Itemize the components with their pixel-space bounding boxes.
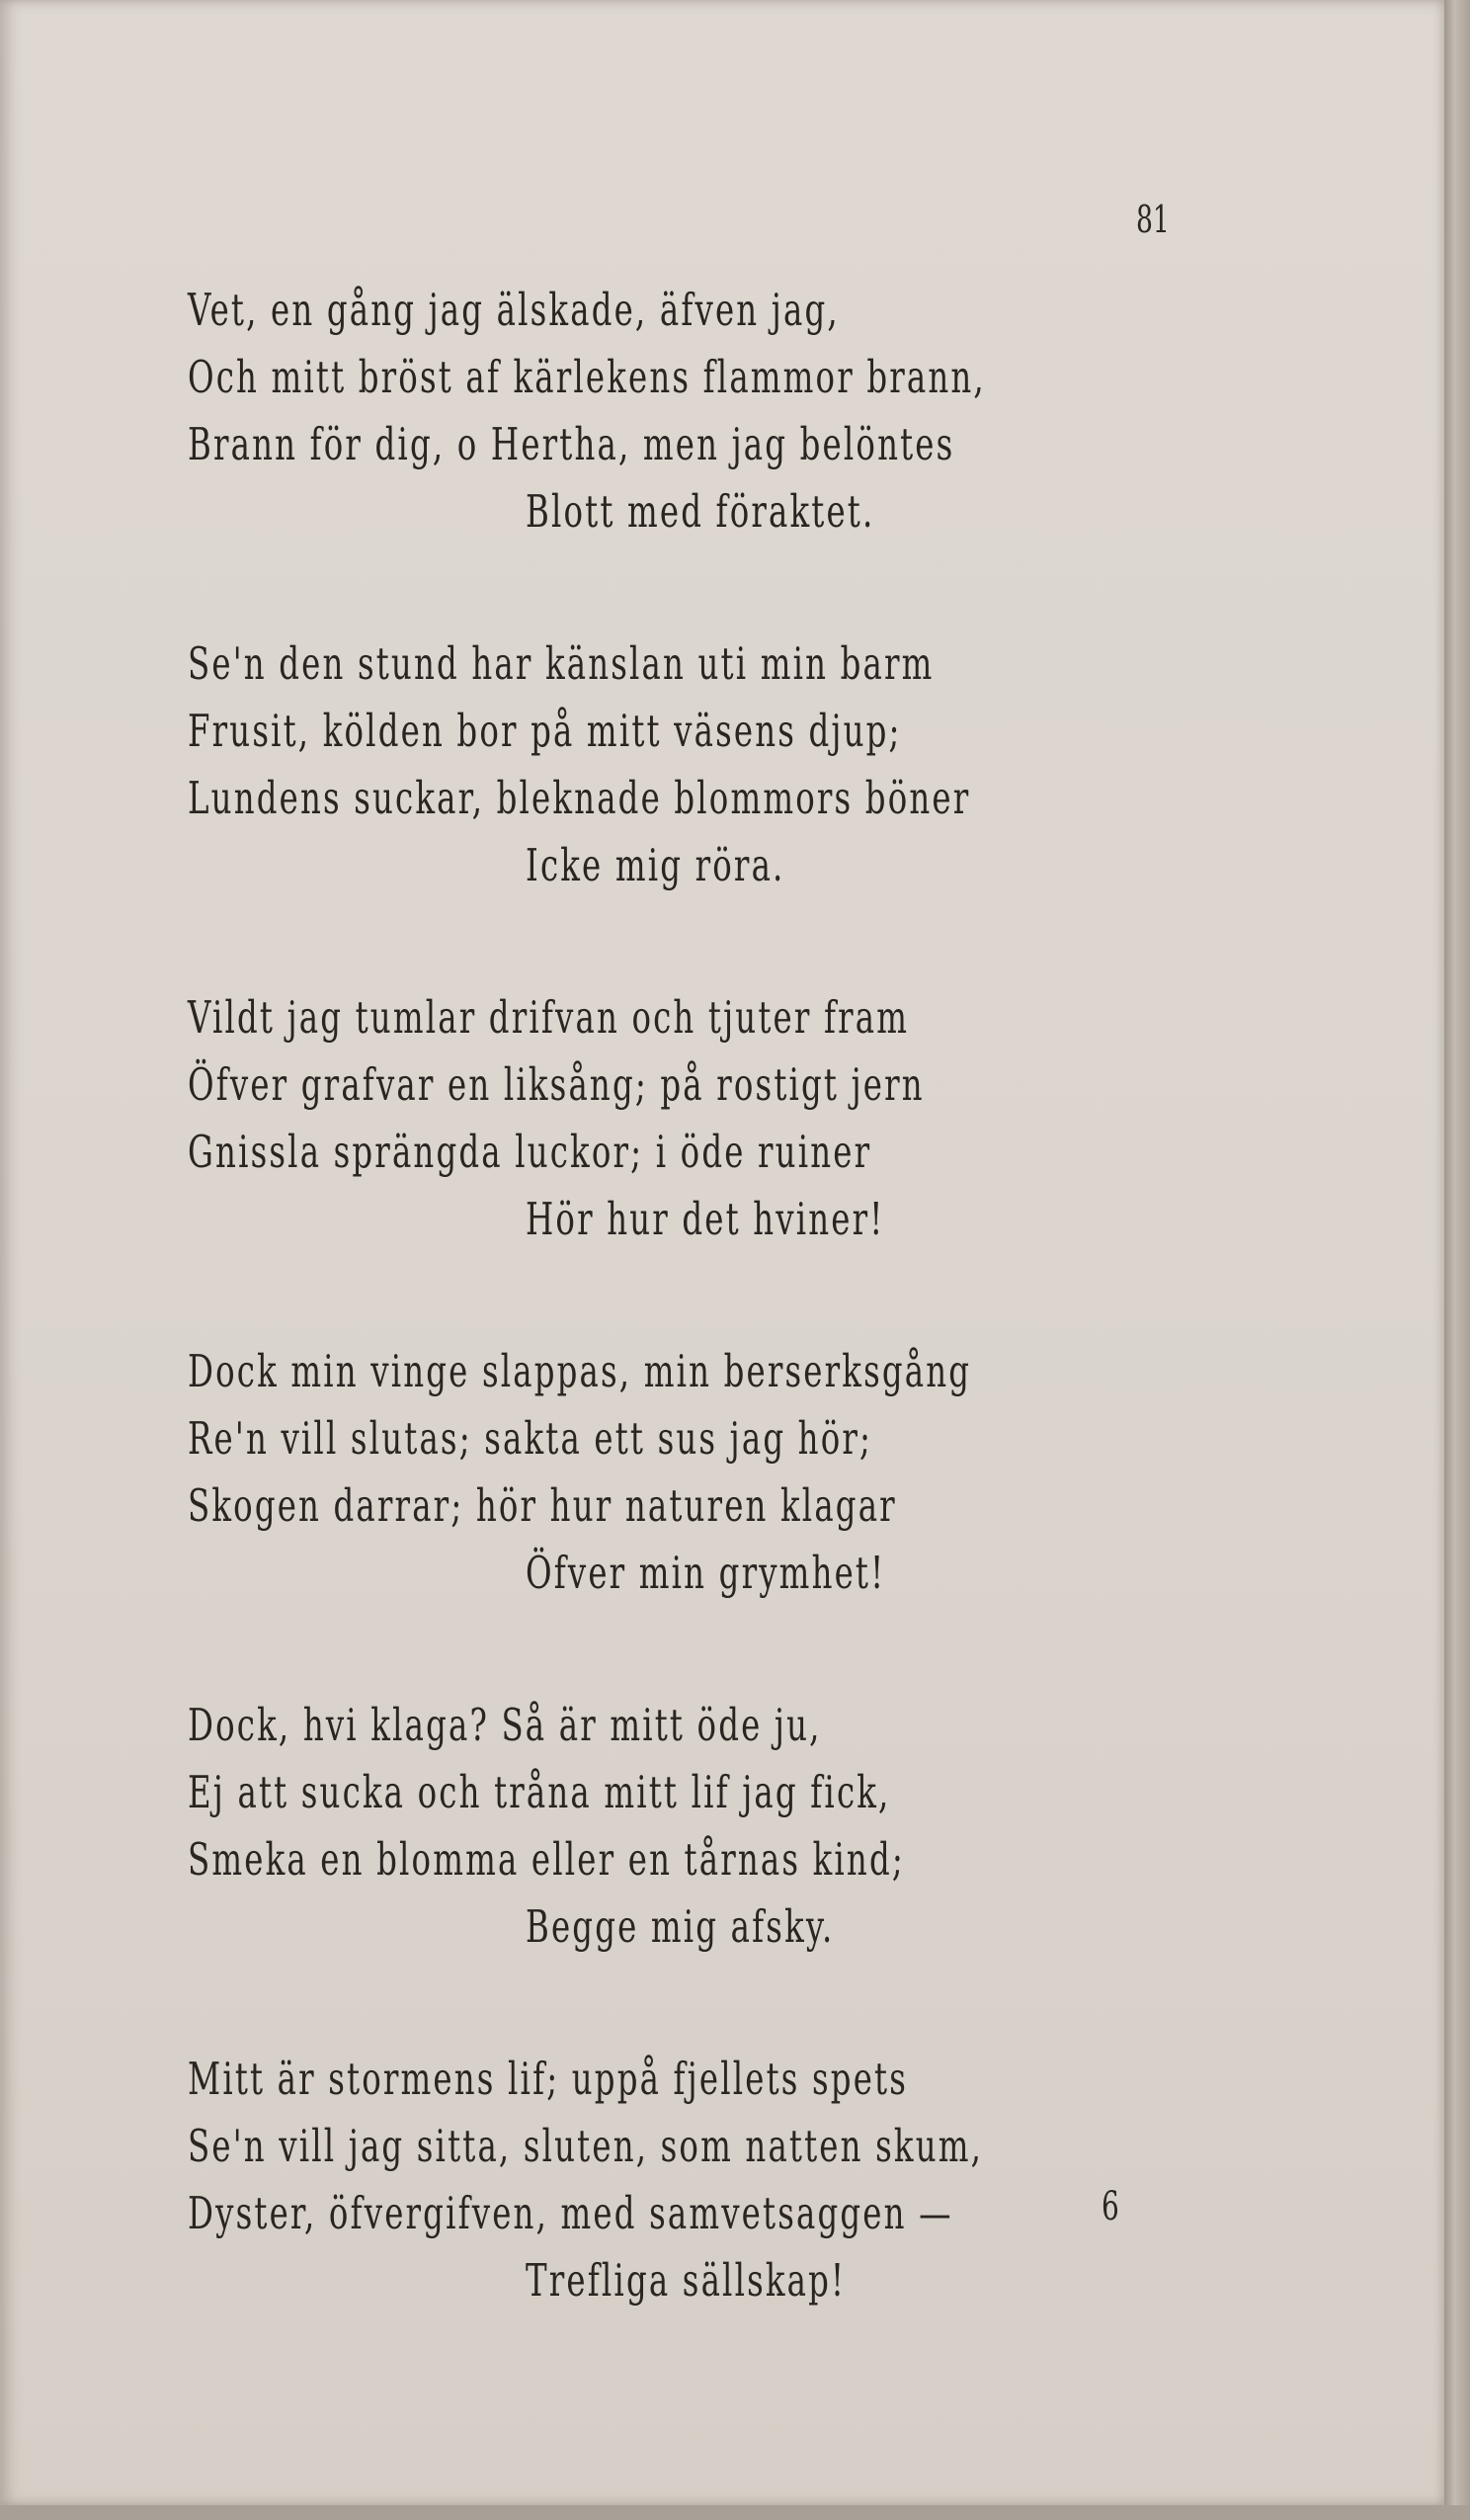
stanza	[188, 630, 1077, 899]
poem-refrain-line: Trefliga sällskap!	[526, 2254, 847, 2307]
stanza	[188, 1338, 1077, 1607]
poem-line: Ej att sucka och tråna mitt lif jag fick,	[188, 1766, 891, 1818]
poem-line: Lundens suckar, bleknade blommors böner	[188, 772, 971, 824]
poem-line: Se'n den stund har känslan uti min barm	[188, 637, 935, 690]
page-edge	[1444, 0, 1470, 2520]
poem-refrain-line: Blott med föraktet.	[526, 485, 875, 538]
poem-refrain-line: Hör hur det hviner!	[526, 1193, 885, 1245]
poem-refrain-line: Öfver min grymhet!	[526, 1547, 886, 1599]
poem-refrain-line: Begge mig afsky.	[526, 1900, 835, 1953]
poem-line: Dock min vinge slappas, min berserksgång	[188, 1345, 972, 1397]
poem	[188, 277, 1077, 2399]
poem-line: Dyster, öfvergifven, med samvetsaggen —	[188, 2187, 953, 2239]
poem-line: Se'n vill jag sitta, sluten, som natten skum,	[188, 2120, 984, 2172]
poem-line: Dock, hvi klaga? Så är mitt öde ju,	[188, 1699, 822, 1751]
stanza	[188, 984, 1077, 1253]
signature-mark: 6	[1102, 2184, 1119, 2229]
poem-line: Mitt är stormens lif; uppå fjellets spets	[188, 2053, 909, 2105]
poem-line: Vildt jag tumlar drifvan och tjuter fram	[188, 991, 910, 1044]
stanza	[188, 2046, 1077, 2314]
page-bottom-edge	[0, 2505, 1470, 2520]
poem-line: Re'n vill slutas; sakta ett sus jag hör;	[188, 1412, 873, 1465]
stanza	[188, 277, 1077, 546]
poem-line: Skogen darrar; hör hur naturen klagar	[188, 1479, 897, 1532]
poem-line: Gnissla sprängda luckor; i öde ruiner	[188, 1126, 872, 1178]
poem-refrain-line: Icke mig röra.	[526, 839, 785, 891]
page-number: 81	[1136, 198, 1170, 241]
poem-line: Och mitt bröst af kärlekens flammor brann,	[188, 351, 986, 403]
poem-line: Frusit, kölden bor på mitt väsens djup;	[188, 705, 902, 757]
poem-line: Smeka en blomma eller en tårnas kind;	[188, 1833, 905, 1886]
stanza	[188, 1692, 1077, 1961]
poem-line: Brann för dig, o Hertha, men jag belöntes	[188, 418, 955, 470]
poem-line: Vet, en gång jag älskade, äfven jag,	[188, 284, 840, 336]
poem-line: Öfver grafvar en liksång; på rostigt jern	[188, 1058, 925, 1111]
